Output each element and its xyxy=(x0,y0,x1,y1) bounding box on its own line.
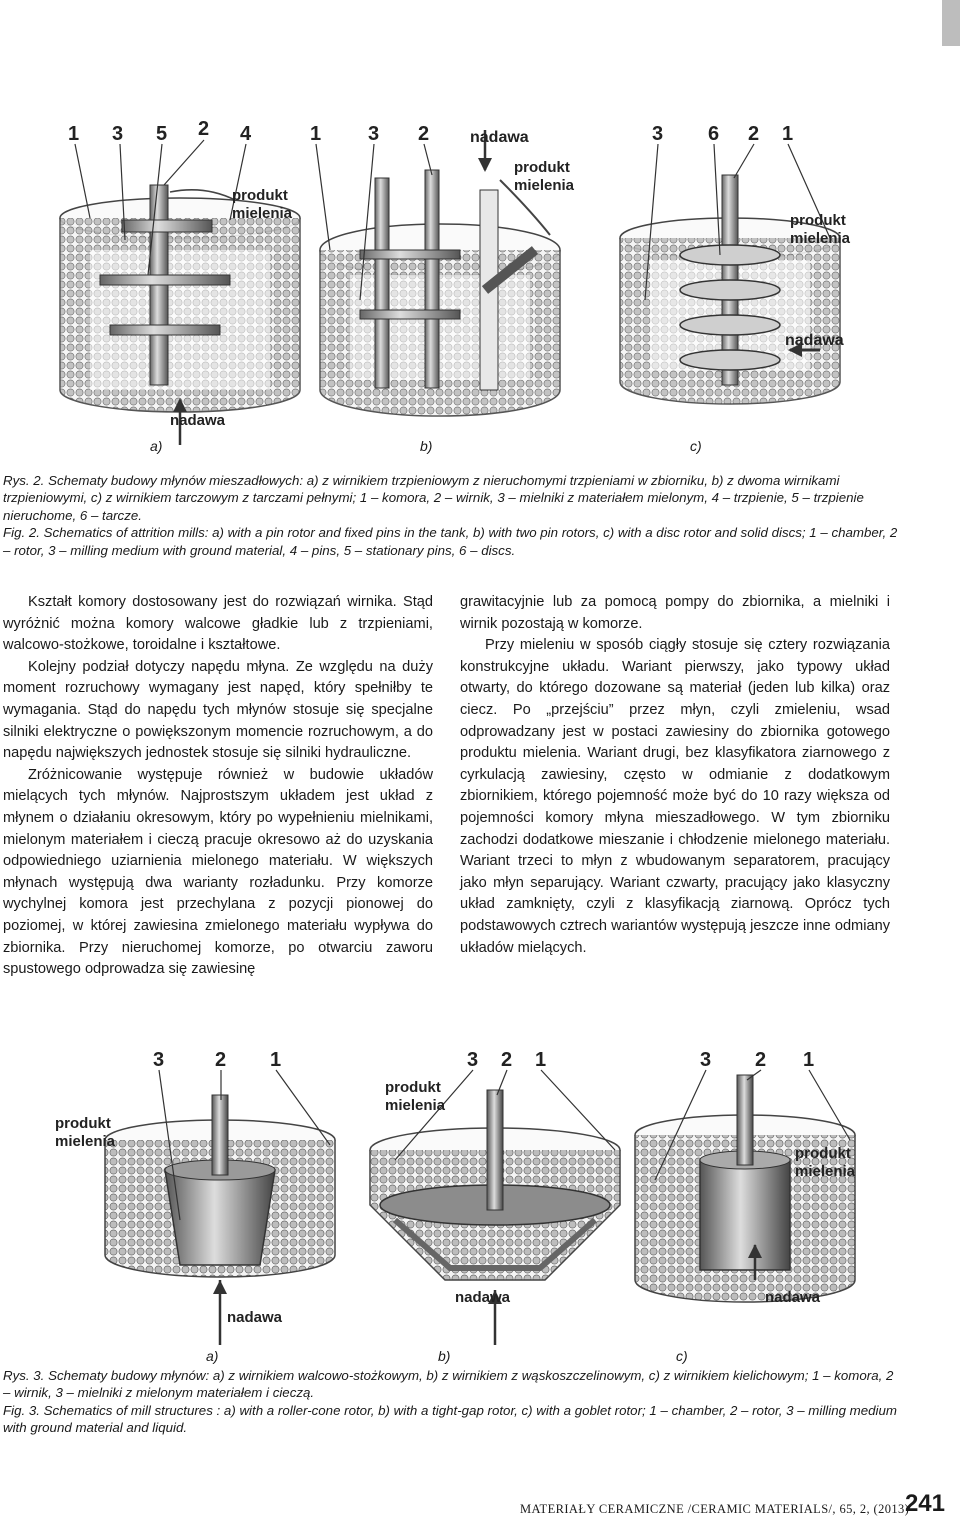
fig2-b-mielenia: mielenia xyxy=(514,177,575,194)
fig2-c-label-3: 3 xyxy=(652,123,664,145)
fig2-panel-b-label: b) xyxy=(420,438,433,454)
mill-a-drawing xyxy=(60,185,300,445)
fig2-panel-c-label: c) xyxy=(690,438,702,454)
fig2-a-label-4: 4 xyxy=(240,123,252,145)
fig3-a-label-2: 2 xyxy=(215,1049,227,1071)
fig3-c-mielenia: mielenia xyxy=(795,1163,856,1180)
journal-citation: MATERIAŁY CERAMICZNE /CERAMIC MATERIALS/, 65, 2, (2013) xyxy=(520,1502,910,1516)
fig3-b-label-2: 2 xyxy=(501,1049,513,1071)
fig3-panel-b-label: b) xyxy=(438,1348,451,1364)
right-paragraph-2: Przy mieleniu w sposób ciągły stosuje się cztery rozwiązania konstrukcyjne układu. Wariant pierwszy, jako typowy układ otwarty, do którego dozowane są materiał (jeden lub kilka) oraz ciecz. Po „przejściu” przez młyn, czyli zmieleniu, wsad odprowadzany jest w postaci zawiesiny do zbiornika gotowego produktu mielenia. Wariant drugi, bez klasyfikatora ziarnowego z cyrkulacją zawiesiny, często w odmianie z dodatkowym zbiornikiem, którego pojemność może być do 10 razy większa od pojemności komory młyna mieszadłowego. W tym zbiorniku zachodzi dodatkowe mieszanie i chłodzenie mielonego materiału. Wariant trzeci to młyn z wbudowanym separatorem, pracujący jako młyn separujący. Wariant czwarty, pracujący jako klasyczny układ zamknięty, czyli z klasyfikacją ziarnową. Oprócz tych podstawowych cztrech wariantów występują jeszcze inne odmiany układów mielących. xyxy=(460,637,890,956)
figure-2-caption xyxy=(3,472,903,559)
fig3-a-produkt: produkt xyxy=(55,1115,111,1132)
fig2-a-label-2: 2 xyxy=(198,118,210,140)
left-paragraph-1: Kształt komory dostosowany jest do rozwiązań wirnika. Stąd wyróżnić można komory walcowe gładkie lub z trzpieniami, walcowo-stożkowe, toroidalne i kształtowe. xyxy=(3,594,433,654)
fig3-panel-c-label: c) xyxy=(676,1348,688,1364)
fig2-b-nadawa: nadawa xyxy=(470,129,529,146)
fig3-a-mielenia: mielenia xyxy=(55,1133,116,1150)
figure-3-caption xyxy=(3,1367,903,1437)
fig3-a-nadawa: nadawa xyxy=(227,1309,283,1326)
body-column-right xyxy=(460,592,890,959)
fig2-a-mielenia: mielenia xyxy=(232,205,293,222)
caption-3-english: Fig. 3. Schematics of mill structures : a) with a roller-cone rotor, b) with a tight-gap rotor, c) with a goblet rotor; 1 – chamber, 2 – rotor, 3 – milling medium with ground material and liquid. xyxy=(3,1402,897,1436)
fig3-b-label-3: 3 xyxy=(467,1049,479,1071)
fig2-b-produkt: produkt xyxy=(514,159,570,176)
fig2-c-mielenia: mielenia xyxy=(790,230,851,247)
fig2-b-label-1: 1 xyxy=(310,123,322,145)
fig2-a-label-5: 5 xyxy=(156,123,168,145)
fig3-b-produkt: produkt xyxy=(385,1079,441,1096)
fig2-b-label-3: 3 xyxy=(368,123,380,145)
fig2-c-produkt: produkt xyxy=(790,212,846,229)
fig3-c-nadawa: nadawa xyxy=(765,1289,821,1306)
fig3-a-label-1: 1 xyxy=(270,1049,282,1071)
caption-2-polish: Rys. 2. Schematy budowy młynów mieszadłowych: a) z wirnikiem trzpieniowym z nieruchomymi trzpieniami w zbiorniku, b) z dwoma wirnikami trzpieniowymi, c) z wirnikiem tarczowym z tarczami pełnymi; 1 – komora, 2 – wirnik, 3 – mielniki z materiałem mielonym, 4 – trzpienie, 5 – trzpienie nieruchome, 6 – tarcze. xyxy=(3,473,864,523)
fig2-a-label-3: 3 xyxy=(112,123,124,145)
left-paragraph-3: Zróżnicowanie występuje również w budowie układów mielących tych młynów. Najprostszym układem jest układ z młynem o działaniu okresowym, który po wypełnieniu mielnikami, mielonym materiałem i cieczą pracuje okresowo aż do uzyskania odpowiedniego uziarnienia mielonego materiału. W większych młynach występują dwa warianty rozładunku. Przy komorze wychylnej komora jest przechylana z pozycji pionowej do poziomej, w której zawiesina zmielonego materiału wypływa do zbiornika. Przy nieruchomej komorze, po otwarciu zaworu spustowego odprowadza się zawiesinę xyxy=(3,766,433,978)
mill-3a-drawing xyxy=(105,1095,335,1345)
fig2-a-nadawa: nadawa xyxy=(170,412,226,429)
mill-3b-drawing xyxy=(370,1090,620,1345)
left-paragraph-2: Kolejny podział dotyczy napędu młyna. Ze względu na duży moment rozruchowy wymagany jest napęd, który spełniłby te wymagania. Stąd do napędu tych młynów stosuje się specjalne silniki elektryczne o powiększonym momencie rozruchowym, a do napędu największych jednostek stosuje się silniki hydrauliczne. xyxy=(3,658,433,762)
fig3-b-label-1: 1 xyxy=(535,1049,547,1071)
figure-3-schematics xyxy=(55,1040,895,1345)
fig3-c-label-3: 3 xyxy=(700,1049,712,1071)
fig3-c-produkt: produkt xyxy=(795,1145,851,1162)
fig2-b-label-2: 2 xyxy=(418,123,430,145)
fig2-a-produkt: produkt xyxy=(232,187,288,204)
body-column-left xyxy=(3,592,433,981)
fig2-panel-a-label: a) xyxy=(150,438,163,454)
page-footer xyxy=(520,1490,945,1520)
fig2-a-label-1: 1 xyxy=(68,123,80,145)
caption-2-english: Fig. 2. Schematics of attrition mills: a) with a pin rotor and fixed pins in the tank, b) with two pin rotors, c) with a disc rotor and solid discs; 1 – chamber, 2 – rotor, 3 – milling medium with ground material, 4 – pins, 5 – stationary pins, 6 – discs. xyxy=(3,525,898,558)
mill-3c-drawing xyxy=(635,1075,855,1302)
page-number: 241 xyxy=(904,1490,945,1517)
page-corner-tab xyxy=(942,0,960,46)
fig3-b-mielenia: mielenia xyxy=(385,1097,446,1114)
fig2-c-label-1: 1 xyxy=(782,123,794,145)
fig3-b-nadawa: nadawa xyxy=(455,1289,511,1306)
right-paragraph-1: grawitacyjnie lub za pomocą pompy do zbiornika, a mielniki i wirnik pozostają w komorze. xyxy=(460,594,890,632)
caption-3-polish: Rys. 3. Schematy budowy młynów: a) z wirnikiem walcowo-stożkowym, b) z wirnikiem z wąskoszczelinowym, c) z wirnikiem kielichowym; 1 – komora, 2 – wirnik, 3 – mielniki z mielonym materiałem i cieczą. xyxy=(3,1368,894,1401)
fig3-c-label-1: 1 xyxy=(803,1049,815,1071)
fig2-c-nadawa: nadawa xyxy=(785,332,844,349)
fig2-c-label-6: 6 xyxy=(708,123,720,145)
figure-2-schematics xyxy=(30,100,880,445)
fig3-a-label-3: 3 xyxy=(153,1049,165,1071)
fig3-panel-a-label: a) xyxy=(206,1348,219,1364)
fig3-c-label-2: 2 xyxy=(755,1049,767,1071)
fig2-c-label-2: 2 xyxy=(748,123,760,145)
